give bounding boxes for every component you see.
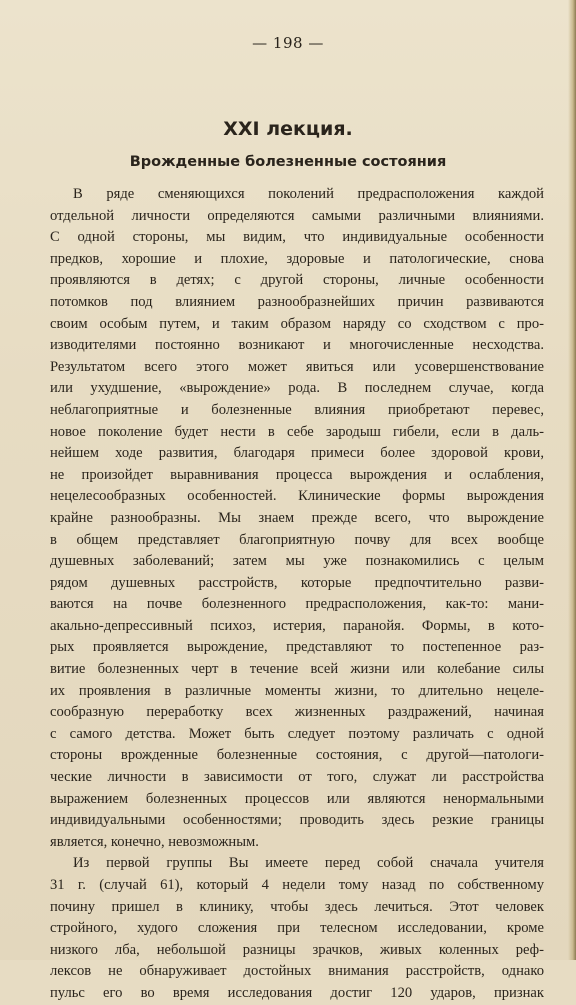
text-line: крайне разнообразны. Мы знаем прежде всего, что вырождение: [50, 509, 544, 526]
text-line: стороны врожденные болезненные состояния, с другой—патологи-: [50, 747, 544, 764]
text-line: рых проявляется вырождение, представляют то постепенное раз-: [50, 639, 544, 656]
text-line: В ряде сменяющихся поколений предрасположения каждой: [73, 186, 544, 202]
text-line: их проявления в различные моменты жизни, то длительно нецеле-: [50, 682, 544, 699]
text-line: выражением болезненных процессов или являются ненормальными: [50, 790, 544, 807]
paragraph-2: [50, 853, 544, 1004]
text-line: новое поколение будет нести в себе зародыш гибели, если в даль-: [50, 423, 544, 440]
text-line: потомков под влиянием разнообразнейших причин развиваются: [50, 293, 544, 310]
text-line: пульс его во время исследования достиг 120 ударов, признак: [50, 984, 544, 1001]
paragraph-1: [50, 184, 544, 853]
text-line: рядом душевных расстройств, которые предпочтительно разви-: [50, 574, 544, 591]
text-line: индивидуальными особенностями; проводить здесь резкие границы: [50, 812, 544, 829]
body-text: [50, 184, 544, 1005]
page-edge-shadow: [568, 0, 576, 960]
text-line: Из первой группы Вы имеете перед собой сначала учителя: [73, 855, 544, 872]
page-number: — 198 —: [252, 34, 324, 52]
text-line: своим особым путем, и таким образом наряду со сходством с про-: [50, 315, 544, 332]
text-line: низкого лба, небольшой разницы зрачков, живых коленных реф-: [50, 941, 544, 958]
text-line: лексов не обнаруживает достойных внимания расстройств, однако: [50, 963, 544, 980]
text-line: нецелесообразных особенностей. Клинические формы вырождения: [50, 488, 544, 505]
text-line: отдельной личности определяются самыми различными влияниями.: [50, 207, 544, 224]
text-line: стройного, худого сложения при телесном исследовании, кроме: [50, 920, 544, 937]
text-line: изводителями постоянно возникают и многочисленные несходства.: [50, 337, 544, 354]
text-line: 31 г. (случай 61), который 4 недели тому назад по собственному: [50, 877, 544, 893]
text-line: ческие личности в зависимости от того, служат ли расстройства: [50, 769, 544, 786]
text-line: предков, хорошие и плохие, здоровые и патологические, снова: [50, 250, 544, 267]
text-line: проявляются в детях; с другой стороны, личные особенности: [50, 272, 544, 289]
text-line: с самого детства. Может быть следует поэтому различать с одной: [50, 725, 544, 742]
text-line: почину пришел в клинику, чтобы здесь лечиться. Этот человек: [50, 898, 544, 915]
text-line: или ухудшение, «вырождение» рода. В последнем случае, когда: [50, 380, 544, 397]
text-line: С одной стороны, мы видим, что индивидуальные особенности: [50, 229, 544, 246]
text-line: душевных заболеваний; затем мы уже познакомились с целым: [50, 553, 544, 570]
text-line: акально-депрессивный психоз, истерия, паранойя. Формы, в кото-: [50, 617, 544, 634]
lecture-title: XXI лекция.: [223, 118, 353, 140]
text-line: неблагоприятные и болезненные влияния приобретают перевес,: [50, 401, 544, 418]
text-line: нейшем ходе развития, благодаря примеси более здоровой крови,: [50, 445, 544, 462]
text-line: витие болезненных черт в течение всей жизни или колебание силы: [50, 661, 544, 678]
section-title: Врожденные болезненные состояния: [129, 154, 447, 170]
text-line: в общем представляет благоприятную почву для всех вообще: [50, 531, 544, 548]
text-line: сообразную переработку всех жизненных раздражений, начиная: [50, 704, 544, 721]
text-line: Результатом всего этого может явиться или усовершенствование: [50, 358, 544, 375]
text-line: является, конечно, невозможным.: [50, 833, 259, 850]
text-line: ваются на почве болезненного предрасположения, как-то: мани-: [50, 596, 544, 613]
text-line: не произойдет выравнивания процесса вырождения и ослабления,: [50, 466, 544, 483]
